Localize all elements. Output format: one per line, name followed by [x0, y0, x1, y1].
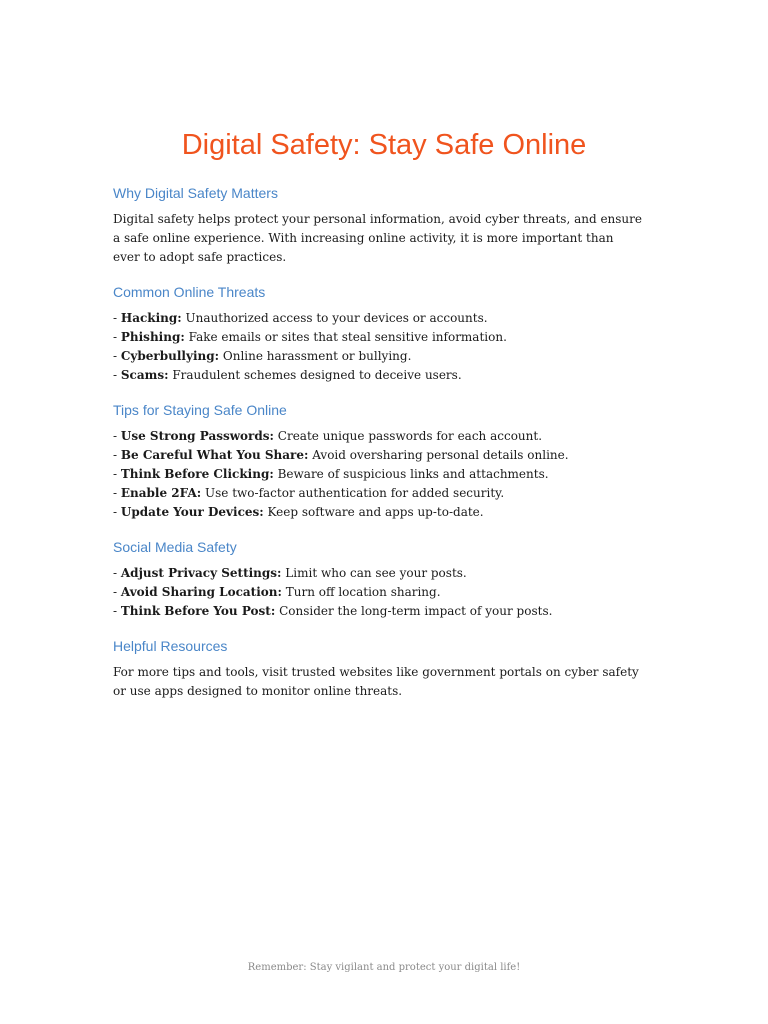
item-term: Think Before You Post:	[120, 604, 276, 618]
item-term: Use Strong Passwords:	[120, 429, 274, 443]
item-term: Scams:	[120, 368, 169, 382]
item-text: Fake emails or sites that steal sensitive information.	[184, 330, 507, 344]
section-safety-tips	[113, 397, 643, 522]
list-item: - Be Careful What You Share: Avoid oversharing personal details online.	[113, 448, 569, 462]
item-text: Online harassment or bullying.	[219, 349, 412, 363]
list-item: - Enable 2FA: Use two-factor authentication for added security.	[113, 486, 505, 500]
item-term: Adjust Privacy Settings:	[120, 566, 282, 580]
section-heading: Social Media Safety	[113, 539, 237, 555]
list-item: - Use Strong Passwords: Create unique passwords for each account.	[113, 429, 543, 443]
item-term: Enable 2FA:	[120, 486, 202, 500]
item-term: Be Careful What You Share:	[120, 448, 309, 462]
item-text: Avoid oversharing personal details online.	[308, 448, 569, 462]
document-body	[113, 180, 643, 701]
list-item: - Think Before Clicking: Beware of suspicious links and attachments.	[113, 467, 549, 481]
section-heading: Common Online Threats	[113, 284, 266, 300]
list-item: - Phishing: Fake emails or sites that steal sensitive information.	[113, 330, 507, 344]
item-text: Fraudulent schemes designed to deceive users.	[168, 368, 462, 382]
item-term: Cyberbullying:	[120, 349, 220, 363]
tips-list	[113, 427, 643, 522]
section-heading: Helpful Resources	[113, 638, 228, 654]
item-text: Consider the long-term impact of your posts.	[275, 604, 553, 618]
section-heading: Tips for Staying Safe Online	[113, 402, 287, 418]
item-text: Turn off location sharing.	[281, 585, 441, 599]
social-list	[113, 564, 643, 621]
item-text: Keep software and apps up-to-date.	[263, 505, 484, 519]
section-paragraph: For more tips and tools, visit trusted websites like government portals on cyber safety or use apps designed to monitor online threats.	[113, 665, 639, 698]
item-term: Update Your Devices:	[120, 505, 264, 519]
list-item: - Adjust Privacy Settings: Limit who can see your posts.	[113, 566, 467, 580]
section-heading: Why Digital Safety Matters	[113, 185, 278, 201]
item-term: Avoid Sharing Location:	[120, 585, 282, 599]
list-item: - Avoid Sharing Location: Turn off location sharing.	[113, 585, 441, 599]
item-text: Beware of suspicious links and attachments.	[273, 467, 549, 481]
page-title: Digital Safety: Stay Safe Online	[181, 129, 587, 161]
list-item: - Think Before You Post: Consider the long-term impact of your posts.	[113, 604, 553, 618]
list-item: - Scams: Fraudulent schemes designed to deceive users.	[113, 368, 462, 382]
footer-note: Remember: Stay vigilant and protect your digital life!	[247, 962, 521, 973]
list-item: - Cyberbullying: Online harassment or bullying.	[113, 349, 412, 363]
section-helpful-resources	[113, 633, 643, 701]
item-text: Use two-factor authentication for added security.	[201, 486, 505, 500]
item-term: Hacking:	[120, 311, 182, 325]
section-paragraph: Digital safety helps protect your personal information, avoid cyber threats, and ensure a safe online experience. With increasing online activity, it is more important than ever to adopt safe practices.	[113, 212, 643, 264]
list-item: - Update Your Devices: Keep software and apps up-to-date.	[113, 505, 484, 519]
item-text: Limit who can see your posts.	[281, 566, 467, 580]
item-text: Create unique passwords for each account.	[273, 429, 543, 443]
list-item: - Hacking: Unauthorized access to your devices or accounts.	[113, 311, 488, 325]
item-term: Think Before Clicking:	[120, 467, 274, 481]
section-common-threats	[113, 279, 643, 385]
item-text: Unauthorized access to your devices or accounts.	[181, 311, 488, 325]
section-why-digital-safety	[113, 180, 643, 267]
item-term: Phishing:	[120, 330, 185, 344]
threats-list	[113, 309, 643, 385]
section-social-media-safety	[113, 534, 643, 621]
